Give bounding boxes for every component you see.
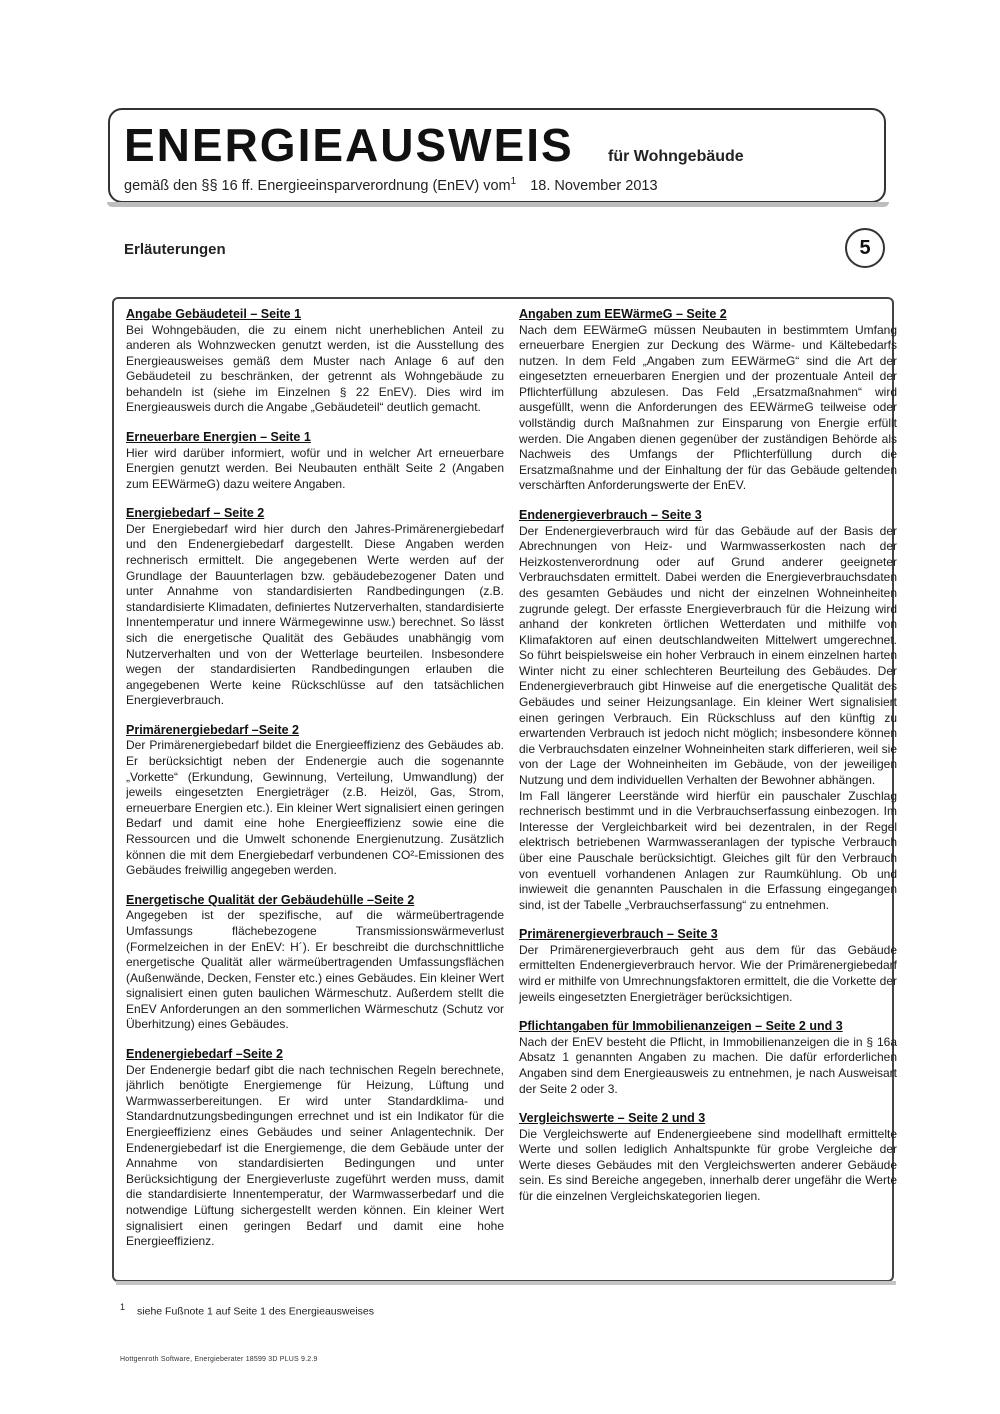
- left-column: [126, 307, 504, 1274]
- explanation-section: [519, 1019, 897, 1097]
- software-credit: Hottgenroth Software, Energieberater 18599 3D PLUS 9.2.9: [120, 1356, 318, 1363]
- section-heading: Energetische Qualität der Gebäudehülle –Seite 2: [126, 892, 415, 907]
- explanation-section: [126, 506, 504, 709]
- section-body: [519, 1035, 897, 1097]
- explanation-section: [519, 508, 897, 913]
- section-paragraph: Nach der EnEV besteht die Pflicht, in Immobilienanzeigen die in § 16a Absatz 1 genannten Angaben zu machen. Die dafür erforderlichen Angaben sind dem Energieausweis zu entnehmen, je nach Ausweisart der Seite 2 oder 3.: [519, 1034, 897, 1096]
- explanation-section: [126, 430, 504, 492]
- section-label: Erläuterungen: [124, 241, 226, 258]
- legal-basis: [124, 176, 658, 194]
- section-paragraph: Hier wird darüber informiert, wofür und in welcher Art erneuerbare Energien genutzt werden. Bei Neubauten enthält Seite 2 (Angaben zum EEWärmeG) dazu weitere Angaben.: [126, 445, 504, 491]
- section-paragraph: Bei Wohngebäuden, die zu einem nicht unerheblichen Anteil zu anderen als Wohnzwecken genutzt werden, ist die Ausstellung des Energieausweises gemäß dem Muster nach Anlage 6 auf den Gebäudeteil zu beschränken, der getrennt als Wohngebäude zu behandeln ist (siehe im Einzelnen § 22 EnEV). Dies wird im Energieausweis durch die Angabe „Gebäudeteil“ deutlich gemacht.: [126, 322, 504, 415]
- section-heading: Primärenergieverbrauch – Seite 3: [519, 927, 718, 942]
- explanation-section: [519, 307, 897, 494]
- footnote-mark: 1: [120, 1302, 126, 1312]
- section-paragraph: Der Primärenergieverbrauch geht aus dem für das Gebäude ermittelten Endenergieverbrauch hervor. Wie der Primärenergiebedarf wird er mithilfe von Umrechnungsfaktoren ermittelt, die die Vorkette der jeweils eingesetzten Energieträger berücksichtigen.: [519, 942, 897, 1004]
- section-paragraph: Im Fall längerer Leerstände wird hierfür ein pauschaler Zuschlag rechnerisch bestimmt und in die Verbrauchserfassung einbezogen. Im Interesse der Vergleichbarkeit wird bei dezentralen, in der Regel elektrisch betriebenen Warmwasseranlagen der typische Verbrauch über eine Pauschale berücksichtigt. Gleiches gilt für den Verbrauch von eventuell vorhandenen Anlagen zur Raumkühlung. Ob und inwieweit die genannten Pauschalen in die Erfassung eingegangen sind, ist der Tabelle „Verbrauchserfassung“ zu entnehmen.: [519, 788, 897, 912]
- section-paragraph: Der Endenergieverbrauch wird für das Gebäude auf der Basis der Abrechnungen von Heiz- und Warmwasserkosten nach der Heizkostenverordnung oder auf Grund anderer geeigneter Verbrauchsdaten ermittelt. Dabei werden die Energieverbrauchsdaten des gesamten Gebäudes und nicht der einzelnen Wohneinheiten zugrunde gelegt. Der erfasste Energieverbrauch für die Heizung wird anhand der konkreten örtlichen Wetterdaten und mithilfe von Klimafaktoren auf einen deutschlandweiten Mittelwert umgerechnet. So führt beispielsweise ein hoher Verbrauch in einem einzelnen harten Winter nicht zu einer schlechteren Beurteilung des Gebäudes. Der Endenergieverbrauch gibt Hinweise auf die energetische Qualität des Gebäudes und seiner Heizungsanlage. Ein kleiner Wert signalisiert einen geringen Verbrauch. Ein Rückschluss auf den künftig zu erwartenden Verbrauch ist jedoch nicht möglich; insbesondere können die Verbrauchsdaten einzelner Wohneinheiten stark differieren, weil sie von der Lage der Wohneinheiten im Gebäude, von der jeweiligen Nutzung und dem individuellen Verhalten der Bewohner abhängen.: [519, 523, 897, 788]
- explanation-section: [126, 1047, 504, 1250]
- section-body: [519, 323, 897, 495]
- section-paragraph: Der Endenergie bedarf gibt die nach technischen Regeln berechnete, jährlich benötigte Energiemenge für Heizung, Lüftung und Warmwasserbereitungen. Er wird unter Standardklima- und Standardnutzungsbedingungen errechnet und ist ein Indikator für die Energieeffizienz eines Gebäudes und seiner Anlagentechnik. Der Endenergiebedarf ist die Energiemenge, die dem Gebäude unter der Annahme von standardisierten Bedingungen und unter Berücksichtigung der Energieverluste zugeführt werden muss, damit die standardisierte Innentemperatur, der Warmwasserbedarf und die notwendige Lüftung sichergestellt werden können. Ein kleiner Wert signalisiert einen geringen Bedarf und damit eine hohe Energieeffizienz.: [126, 1062, 504, 1249]
- legal-basis-footnote-mark: 1: [510, 176, 517, 187]
- section-paragraph: Der Primärenergiebedarf bildet die Energieeffizienz des Gebäudes ab. Er berücksichtigt neben der Endenergie auch die sogenannte „Vorkette“ (Erkundung, Gewinnung, Verteilung, Umwandlung) der jeweils eingesetzten Energieträger (z.B. Heizöl, Gas, Strom, erneuerbare Energien etc.). Ein kleiner Wert signalisiert einen geringen Bedarf und damit eine hohe Energieeffizienz sowie eine die Ressourcen und die Umwelt schonende Energienutzung. Zusätzlich können die mit dem Energiebedarf verbundenen CO²-Emissionen des Gebäudes freiwillig angegeben werden.: [126, 738, 504, 878]
- explanation-section: [519, 1111, 897, 1204]
- section-body: [126, 908, 504, 1033]
- document-subtitle: für Wohngebäude: [608, 148, 744, 165]
- section-heading: Pflichtangaben für Immobilienanzeigen – Seite 2 und 3: [519, 1019, 843, 1034]
- section-body: [126, 323, 504, 417]
- right-column: [519, 307, 897, 1274]
- section-body: [126, 522, 504, 709]
- section-body: [126, 738, 504, 878]
- section-body: [519, 524, 897, 914]
- section-body: [126, 446, 504, 493]
- section-heading: Erneuerbare Energien – Seite 1: [126, 430, 311, 445]
- footnote-text: siehe Fußnote 1 auf Seite 1 des Energieausweises: [137, 1305, 374, 1318]
- section-heading: Energiebedarf – Seite 2: [126, 506, 265, 521]
- page-number-badge: 5: [845, 228, 885, 268]
- section-heading: Angabe Gebäudeteil – Seite 1: [126, 307, 302, 321]
- document-title: ENERGIEAUSWEIS: [124, 119, 574, 171]
- section-heading: Angaben zum EEWärmeG – Seite 2: [519, 307, 727, 321]
- section-body: [126, 1063, 504, 1250]
- explanations-box: [112, 297, 897, 1282]
- section-paragraph: Angegeben ist der spezifische, auf die wärmeübertragende Umfassungs flächebezogene Transmissionswärmeverlust (Formelzeichen in der EnEV: H´). Er beschreibt die durchschnittliche energetische Qualität aller wärmeübertragenden Umfassungsflächen (Außenwände, Decken, Fenster etc.) eines Gebäudes. Ein kleiner Wert signalisiert einen guten baulichen Wärmeschutz. Außerdem stellt die EnEV Anforderungen an den sommerlichen Wärmeschutz (Schutz vor Überhitzung) eines Gebäudes.: [126, 908, 504, 1032]
- legal-basis-text: gemäß den §§ 16 ff. Energieeinsparverordnung (EnEV) vom: [124, 177, 511, 194]
- footnote: [120, 1302, 374, 1318]
- section-paragraph: Nach dem EEWärmeG müssen Neubauten in bestimmtem Umfang erneuerbare Energien zur Deckung des Wärme- und Kältebedarfs nutzen. In dem Feld „Angaben zum EEWärmeG“ sind die Art der eingesetzten erneuerbaren Energien und der prozentuale Anteil der Pflichterfüllung abzulesen. Das Feld „Ersatzmaßnahmen“ wird ausgefüllt, wenn die Anforderungen des EEWärmeG teilweise oder vollständig durch Maßnahmen zur Einsparung von Energie erfüllt werden. Die Angaben dienen gegenüber der zuständigen Behörde als Nachweis des Umfangs der Pflichterfüllung durch die Ersatzmaßnahme und der Einhaltung der für das Gebäude geltenden verschärften Anforderungswerte der EnEV.: [519, 322, 897, 493]
- explanation-section: [519, 927, 897, 1005]
- section-heading: Endenergiebedarf –Seite 2: [126, 1047, 284, 1062]
- regulation-date: 18. November 2013: [530, 177, 658, 194]
- explanation-section: [126, 307, 504, 416]
- section-heading: Endenergieverbrauch – Seite 3: [519, 508, 702, 523]
- explanation-section: [126, 723, 504, 879]
- section-heading: Primärenergiebedarf –Seite 2: [126, 722, 299, 737]
- section-paragraph: Die Vergleichswerte auf Endenergieebene sind modellhaft ermittelte Werte und sollen lediglich Anhaltspunkte für grobe Vergleiche der Werte dieses Gebäudes mit den Vergleichswerten anderer Gebäude sein. Es sind Bereiche angegeben, innerhalb derer ungefähr die Werte für die einzelnen Vergleichskategorien liegen.: [519, 1126, 897, 1203]
- section-body: [519, 1127, 897, 1205]
- section-paragraph: Der Energiebedarf wird hier durch den Jahres-Primärenergiebedarf und den Endenergiebedarf dargestellt. Diese Angaben werden rechnerisch ermittelt. Die angegebenen Werte werden auf der Grundlage der Bauunterlagen bzw. gebäudebezogener Daten und unter Annahme von standardisierten Randbedingungen (z.B. standardisierte Klimadaten, definiertes Nutzerverhalten, standardisierte Innentemperatur und innere Wärmegewinne usw.) berechnet. So lässt sich die energetische Qualität des Gebäudes unabhängig vom Nutzerverhalten und von der Wetterlage beurteilen. Insbesondere wegen der standardisierten Randbedingungen erlauben die angegebenen Werte keine Rückschlüsse auf den tatsächlichen Energieverbrauch.: [126, 521, 504, 708]
- section-body: [519, 943, 897, 1005]
- section-heading: Vergleichswerte – Seite 2 und 3: [519, 1111, 706, 1126]
- explanation-section: [126, 893, 504, 1033]
- header-box: [108, 108, 886, 203]
